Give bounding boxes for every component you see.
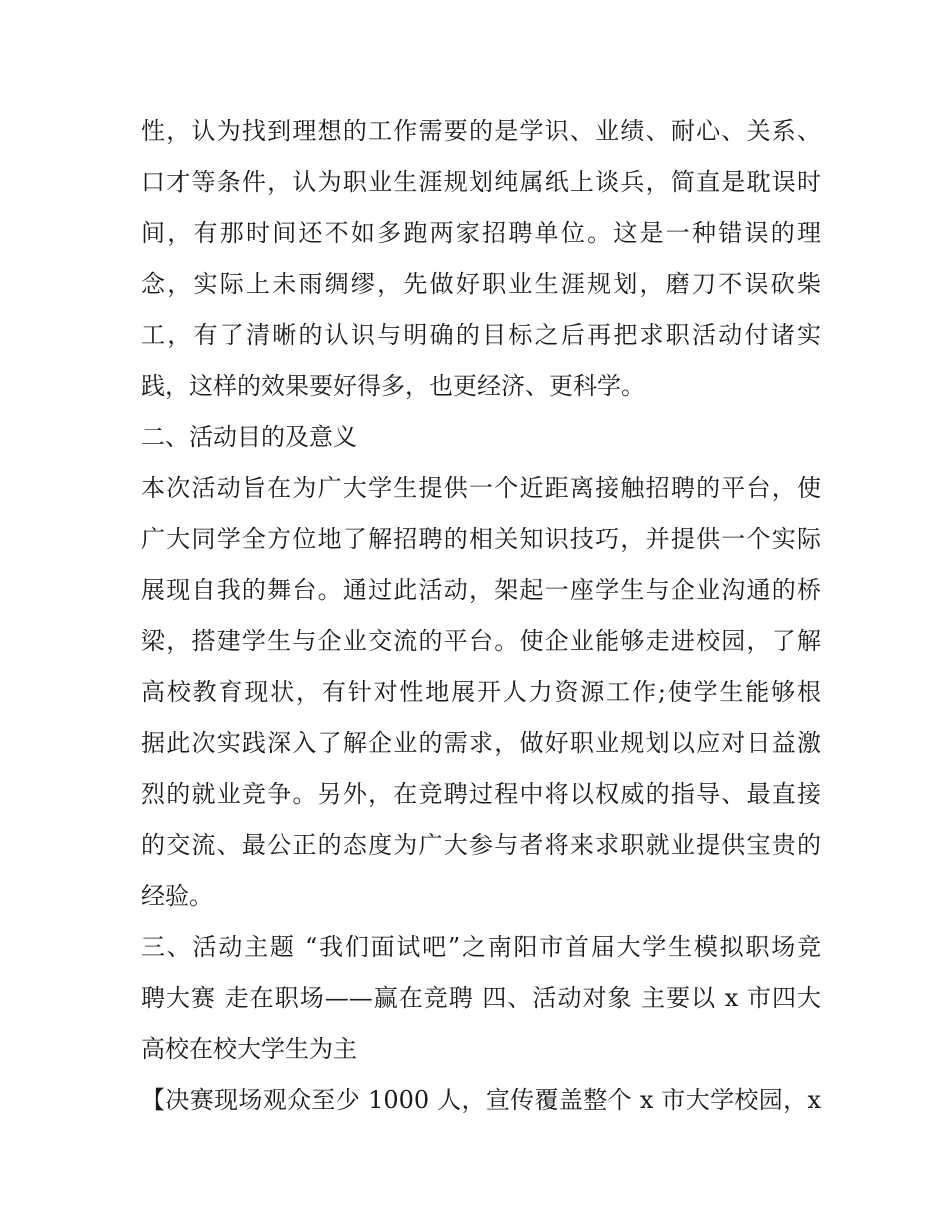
text-line: 的交流、最公正的态度为广大参与者将来求职就业提供宝贵的 (141, 831, 821, 859)
text-line: 展现自我的舞台。通过此活动，架起一座学生与企业沟通的桥 (141, 576, 821, 604)
text-line: 据此次实践深入了解企业的需求，做好职业规划以应对日益激 (141, 729, 821, 757)
text-line: 本次活动旨在为广大学生提供一个近距离接触招聘的平台，使 (141, 474, 821, 502)
text-line: 烈的就业竞争。另外，在竞聘过程中将以权威的指导、最直接 (141, 780, 821, 808)
text-line: 经验。 (141, 882, 213, 910)
text-line: 口才等条件，认为职业生涯规划纯属纸上谈兵，简直是耽误时 (141, 168, 821, 196)
text-line: 高校教育现状，有针对性地展开人力资源工作;使学生能够根 (141, 678, 821, 706)
section-heading: 二、活动目的及意义 (141, 423, 357, 451)
text-line: 工，有了清晰的认识与明确的目标之后再把求职活动付诸实 (141, 321, 821, 349)
text-line: 梁，搭建学生与企业交流的平台。使企业能够走进校园，了解 (141, 627, 821, 655)
text-line: 性，认为找到理想的工作需要的是学识、业绩、耐心、关系、 (141, 117, 821, 145)
text-line: 聘大赛 走在职场——赢在竞聘 四、活动对象 主要以 x 市四大 (141, 984, 821, 1012)
body-text (141, 106, 821, 1126)
text-line: 践，这样的效果要好得多，也更经济、更科学。 (141, 372, 645, 400)
text-line: 念，实际上未雨绸缪，先做好职业生涯规划，磨刀不误砍柴 (141, 270, 821, 298)
text-line: 广大同学全方位地了解招聘的相关知识技巧，并提供一个实际 (141, 525, 821, 553)
text-line: 间，有那时间还不如多跑两家招聘单位。这是一种错误的理 (141, 219, 821, 247)
text-line: 【决赛现场观众至少 1000 人，宣传覆盖整个 x 市大学校园，x (141, 1086, 821, 1114)
section-heading: 三、活动主题 “我们面试吧”之南阳市首届大学生模拟职场竞 (141, 933, 821, 961)
text-line: 高校在校大学生为主 (141, 1035, 357, 1063)
